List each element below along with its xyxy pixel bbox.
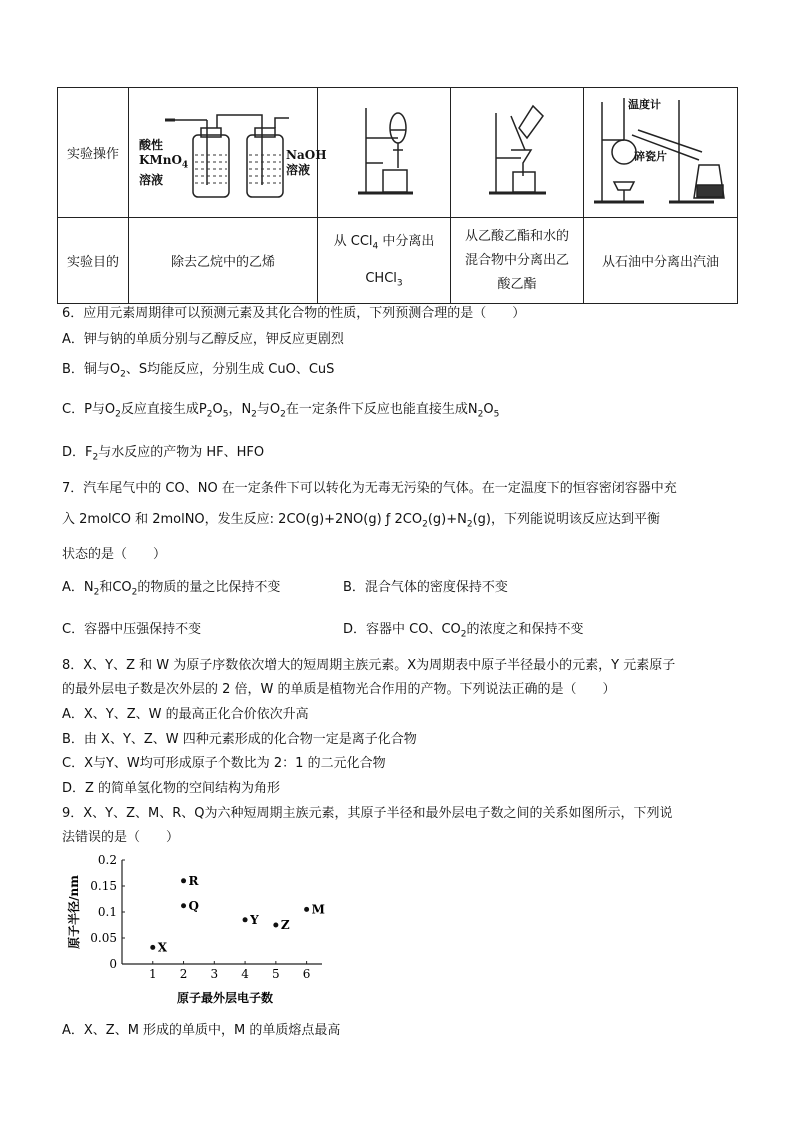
q7-l2-a: 入 2molCO 和 2molNO，发生反应: 2CO(g)+2NO(g) ƒ 2CO <box>62 512 423 527</box>
q7-a-s1: 2 <box>93 587 100 598</box>
label-porcelain-chip: 碎瓷片 <box>634 150 667 163</box>
point-m <box>304 907 309 912</box>
q8-option-b: B．由 X、Y、Z、W 四种元素形成的化合物一定是离子化合物 <box>62 732 417 747</box>
label-solution-left: 溶液 <box>139 173 164 188</box>
label-solution-right: 溶液 <box>286 163 311 177</box>
q9-option-a: A．X、Z、M 形成的单质中，M 的单质熔点最高 <box>62 1023 341 1038</box>
row-header-operation: 实验操作 <box>58 88 129 218</box>
point-y <box>243 917 248 922</box>
purpose2-part-c: CHCl <box>365 270 397 286</box>
purpose2-sub-c: 3 <box>396 278 403 289</box>
q8-option-c: C．X与Y、W均可形成原子个数比为 2：1 的二元化合物 <box>62 756 386 771</box>
q6-c-p7: O <box>483 402 494 417</box>
q7-d-p1: D．容器中 CO、CO <box>343 622 461 637</box>
y-tick-label: 0.05 <box>90 931 117 945</box>
q7-line1: 7．汽车尾气中的 CO、NO 在一定条件下可以转化为无毒无污染的气体。在一定温度下的恒容密闭容器中充 <box>62 481 677 496</box>
point-r <box>181 878 186 883</box>
point-label-q: Q <box>188 898 199 913</box>
q7-l2-c: (g)，下列能说明该反应达到平衡 <box>472 512 660 527</box>
label-acidic: 酸性 <box>139 138 164 152</box>
apparatus-separatory-funnel <box>318 88 451 218</box>
label-naoh: NaOH <box>286 148 327 162</box>
q6-option-a: A．钾与钠的单质分别与乙醇反应，钾反应更剧烈 <box>62 332 344 347</box>
q9-line1: 9．X、Y、Z、M、R、Q为六种短周期主族元素，其原子半径和最外层电子数之间的关系如图所示，下列说 <box>62 806 673 821</box>
q7-option-a <box>62 576 280 598</box>
q8-option-d: D．Z 的简单氢化物的空间结构为角形 <box>62 781 281 796</box>
q7-a-p2: 和CO <box>99 580 132 595</box>
q6-option-d <box>62 441 264 463</box>
q6-c-p3: O <box>212 402 223 417</box>
q7-a-p1: A．N <box>62 580 94 595</box>
q9-line2: 法错误的是（ ） <box>62 830 180 845</box>
purpose2-sub-a: 4 <box>372 241 379 252</box>
purpose3-line3: 酸乙酯 <box>497 276 537 292</box>
q6-c-p1: C．P与O <box>62 402 116 417</box>
separatory-funnel-drawing <box>318 88 451 213</box>
q6-b-part1: B．铜与O <box>62 362 121 377</box>
q7-line2 <box>62 508 660 530</box>
y-tick-label: 0.2 <box>97 853 117 867</box>
purpose-separate-chcl3 <box>318 218 451 304</box>
x-tick-label: 4 <box>241 967 249 981</box>
point-z <box>273 923 278 928</box>
q6-c-s2: 2 <box>206 409 213 420</box>
purpose-separate-ethyl-acetate <box>451 218 584 304</box>
point-label-z: Z <box>280 918 290 932</box>
q6-d-p1: D．F <box>62 445 93 460</box>
q6-c-p6: 在一定条件下反应也能直接生成N <box>285 402 478 417</box>
q7-d-s1: 2 <box>460 629 467 640</box>
q6-option-b <box>62 358 334 380</box>
y-axis-label: 原子半径/nm <box>67 875 81 949</box>
q6-c-s6: 2 <box>477 409 484 420</box>
q6-stem: 6．应用元素周期律可以预测元素及其化合物的性质，下列预测合理的是（ ） <box>62 306 526 321</box>
experiment-table <box>57 87 738 304</box>
q7-l2-b: (g)+N <box>427 512 467 527</box>
purpose2-part-b: 中分离出 <box>378 233 435 249</box>
purpose-remove-ethylene: 除去乙烷中的乙烯 <box>129 218 318 304</box>
point-q <box>181 903 186 908</box>
point-label-x: X <box>157 940 168 955</box>
label-kmno4-sub: 4 <box>181 160 189 171</box>
q6-c-p5: 与O <box>256 402 281 417</box>
x-tick-label: 5 <box>272 967 280 981</box>
x-tick-label: 1 <box>148 967 157 981</box>
q7-line3: 状态的是（ ） <box>62 547 167 562</box>
q7-option-c: C．容器中压强保持不变 <box>62 622 202 637</box>
q7-a-s2: 2 <box>131 587 138 598</box>
x-tick-label: 6 <box>302 967 311 981</box>
q6-d-s1: 2 <box>92 452 99 463</box>
x-axis-label: 原子最外层电子数 <box>176 991 274 1005</box>
purpose3-line2: 混合物中分离出乙 <box>464 252 569 268</box>
q8-line2: 的最外层电子数是次外层的 2 倍，W 的单质是植物光合作用的产物。下列说法正确的是（ ） <box>62 682 616 697</box>
y-tick-label: 0.1 <box>97 905 117 919</box>
label-kmno4: KMnO <box>139 153 182 167</box>
point-x <box>150 945 155 950</box>
q7-option-b: B．混合气体的密度保持不变 <box>343 580 508 595</box>
apparatus-filtration <box>451 88 584 218</box>
q7-l2-s2: 2 <box>466 519 473 530</box>
label-thermometer: 温度计 <box>628 98 661 111</box>
purpose2-part-a: 从 CCl <box>333 233 373 249</box>
purpose-separate-gasoline: 从石油中分离出汽油 <box>584 218 738 304</box>
q8-option-a: A．X、Y、Z、W 的最高正化合价依次升高 <box>62 707 309 722</box>
filtration-drawing <box>451 88 584 213</box>
x-tick-label: 3 <box>210 967 219 981</box>
q6-c-s4: 2 <box>251 409 257 420</box>
apparatus-gas-washing-bottles <box>129 88 327 218</box>
q6-b-part2: 、S均能反应，分别生成 CuO、CuS <box>125 362 335 377</box>
q6-c-s7: 5 <box>493 409 500 420</box>
q6-c-p2: 反应直接生成P <box>120 402 207 417</box>
point-label-y: Y <box>250 912 259 927</box>
point-label-r: R <box>188 873 199 888</box>
point-label-m: M <box>311 902 325 917</box>
q6-c-s3: 5 <box>222 409 229 420</box>
y-tick-label: 0.15 <box>90 879 117 893</box>
radius-scatter-chart <box>60 850 340 1010</box>
q6-c-s1: 2 <box>115 409 121 420</box>
q8-line1: 8．X、Y、Z 和 W 为原子序数依次增大的短周期主族元素。X为周期表中原子半径最小的元素，Y 元素原子 <box>62 658 676 673</box>
q6-c-p4: ，N <box>228 402 252 417</box>
q6-option-c <box>62 398 499 420</box>
q6-c-s5: 2 <box>280 409 286 420</box>
row-header-purpose: 实验目的 <box>58 218 129 304</box>
q7-l2-s1: 2 <box>422 519 428 530</box>
y-tick-label: 0 <box>109 957 117 971</box>
x-tick-label: 2 <box>179 967 188 981</box>
q7-a-p3: 的物质的量之比保持不变 <box>137 580 281 595</box>
q7-option-d <box>343 618 584 640</box>
purpose3-line1: 从乙酸乙酯和水的 <box>464 228 569 244</box>
q6-b-sub1: 2 <box>120 369 126 380</box>
apparatus-distillation <box>584 88 738 218</box>
q6-d-p2: 与水反应的产物为 HF、HFO <box>98 445 265 460</box>
q7-d-p2: 的浓度之和保持不变 <box>466 622 584 637</box>
